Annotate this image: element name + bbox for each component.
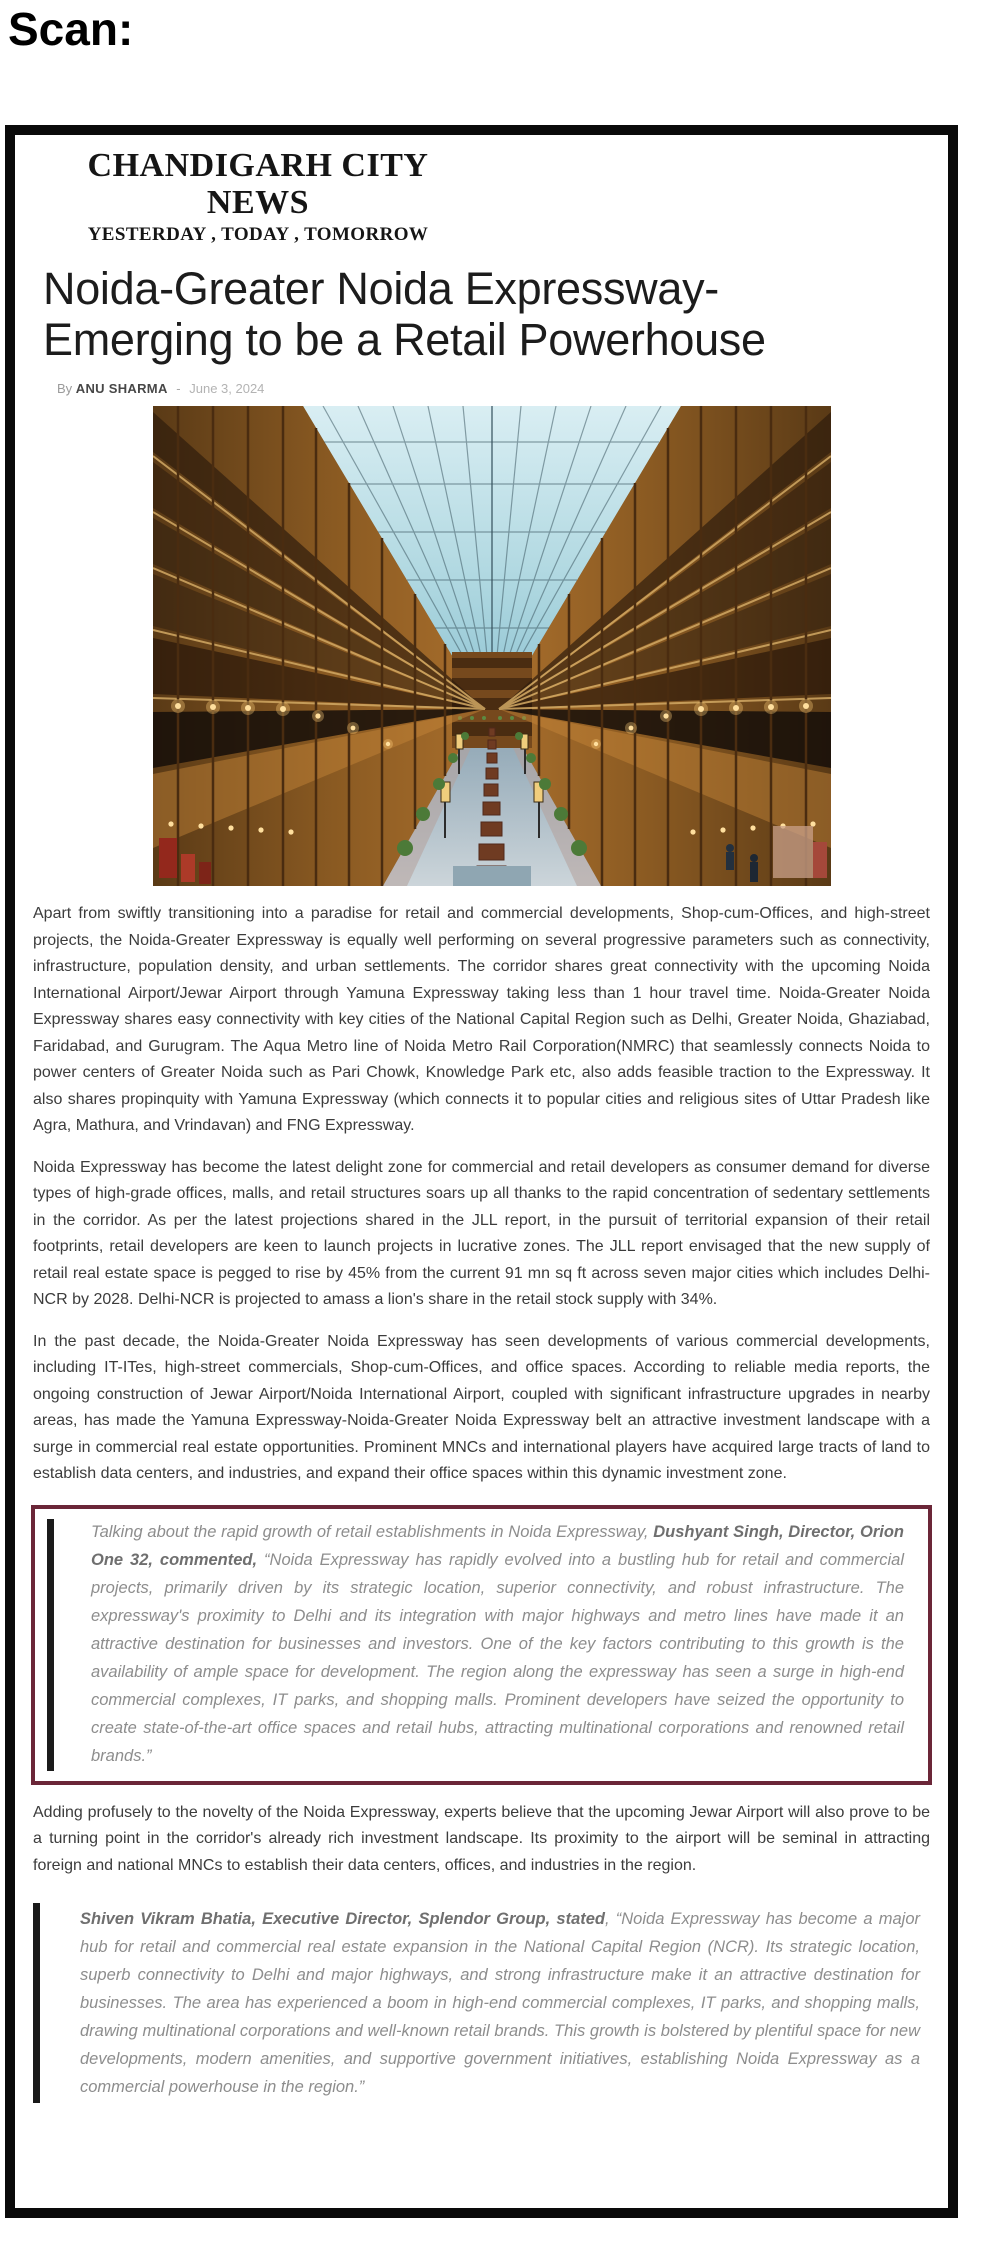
quote-block-shiven-bhatia [33,1903,932,2103]
headline-line1: Noida-Greater Noida Expressway- [43,263,719,314]
quote-body: “Noida Expressway has rapidly evolved into a bustling hub for retail and commercial projects, primarily driven by its strategic location, superior connectivity, and robust infrastructure. The expressway's proximity to Delhi and its integration with major highways and metro lines have made it an attractive destination for businesses and investors. One of the key factors contributing to this growth is the availability of ample space for development. The region along the expressway has seen a surge in high-end commercial complexes, IT parks, and shopping malls. Prominent developers have seized the opportunity to create state-of-the-art office spaces and retail hubs, attracting multinational corporations and renowned retail brands.” [91,1550,904,1765]
arcade-photo-illustration [153,406,831,886]
article-paragraph-1: Apart from swiftly transitioning into a paradise for retail and commercial developments, Shop-cum-Offices, and high-street projects, the Noida-Greater Expressway is equally well performing on several progressive parameters such as connectivity, infrastructure, population density, and urban settlements. The corridor shares great connectivity with the upcoming Noida International Airport/Jewar Airport through Yamuna Expressway taking less than 1 hour travel time. Noida-Greater Noida Expressway shares easy connectivity with key cities of the National Capital Region such as Delhi, Greater Noida, Ghaziabad, Faridabad, and Gurugram. The Aqua Metro line of Noida Metro Rail Corporation(NMRC) that seamlessly connects Noida to power centers of Greater Noida such as Pari Chowk, Knowledge Park etc, also adds feasible traction to the Expressway. It also shares propinquity with Yamuna Expressway (which connects it to popular cities and religious sites of Uttar Pradesh like Agra, Mathura, and Vrindavan) and FNG Expressway. [33,905,930,1134]
masthead-title-line1: CHANDIGARH CITY [87,147,429,184]
masthead-title-line2: NEWS [206,184,310,221]
article-scan-frame [5,125,958,2218]
article-headline [43,263,932,365]
scan-label: Scan: [8,3,134,55]
newspaper-masthead [77,147,439,249]
masthead-tagline: YESTERDAY , TODAY , TOMORROW [87,224,429,245]
article-paragraph-4: Adding profusely to the novelty of the Noida Expressway, experts believe that the upcoming Jewar Airport will also prove to be a turning point in the corridor's already rich investment landscape. Its proximity to the airport will be seminal in attracting foreign and national MNCs to establish their data centers, offices, and industries in the region. [33,1803,930,1874]
quote-attribution: Dushyant Singh, Director, Orion One 32, commented, [91,1522,904,1569]
quote-box-dushyant-singh [31,1505,932,1785]
quote-text [91,1518,904,1770]
article-paragraph-3: In the past decade, the Noida-Greater Noida Expressway has seen developments of various commercial developments, including IT-ITes, high-street commercials, Shop-cum-Offices, and office spaces. According to reliable media reports, the ongoing construction of Jewar Airport/Noida International Airport, coupled with significant infrastructure upgrades in nearby areas, has made the Yamuna Expressway-Noida-Greater Noida Expressway belt an attractive investment landscape with a surge in commercial real estate opportunities. Prominent MNCs and international players have acquired large tracts of land to establish data centers, and industries, and expand their office spaces within this dynamic investment zone. [33,1332,930,1482]
byline-prefix: By [57,381,73,396]
quote-attribution: Shiven Vikram Bhatia, Executive Director, Splendor Group, stated [80,1910,605,1928]
quote-text [80,1905,920,2101]
article-paragraph-2: Noida Expressway has become the latest delight zone for commercial and retail developers as consumer demand for diverse types of high-grade offices, malls, and retail structures soars up all thanks to the rapid concentration of sedentary settlements in the corridor. As per the latest projections shared in the JLL report, in the pursuit of territorial expansion of their retail footprints, retail developers are keen to launch projects in lucrative zones. The JLL report envisaged that the new supply of retail real estate space is pegged to rise by 45% from the current 91 mn sq ft across seven major cities which includes Delhi-NCR by 2028. Delhi-NCR is projected to amass a lion's share in the retail stock supply with 34%. [33,1158,930,1308]
quote-intro: Talking about the rapid growth of retail establishments in Noida Expressway, [91,1522,654,1541]
byline [57,381,932,396]
quote-body: , “Noida Expressway has become a major hub for retail and commercial real estate expansion in the National Capital Region (NCR). Its strategic location, superb connectivity to Delhi and major highways, and strong infrastructure make it an attractive destination for businesses. The area has experienced a boom in high-end commercial complexes, IT parks, and shopping malls, drawing multinational corporations and well-known retail brands. This growth is bolstered by plentiful space for new developments, modern amenities, and supportive government initiatives, establishing Noida Expressway as a commercial powerhouse in the region.” [80,1910,920,2096]
byline-separator: - [176,381,181,396]
byline-author: ANU SHARMA [75,381,168,396]
byline-date: June 3, 2024 [189,381,265,396]
article-photo-arcade-atrium [153,406,831,886]
headline-line2: Emerging to be a Retail Powerhouse [43,314,766,365]
quote-left-bar [47,1519,54,1771]
